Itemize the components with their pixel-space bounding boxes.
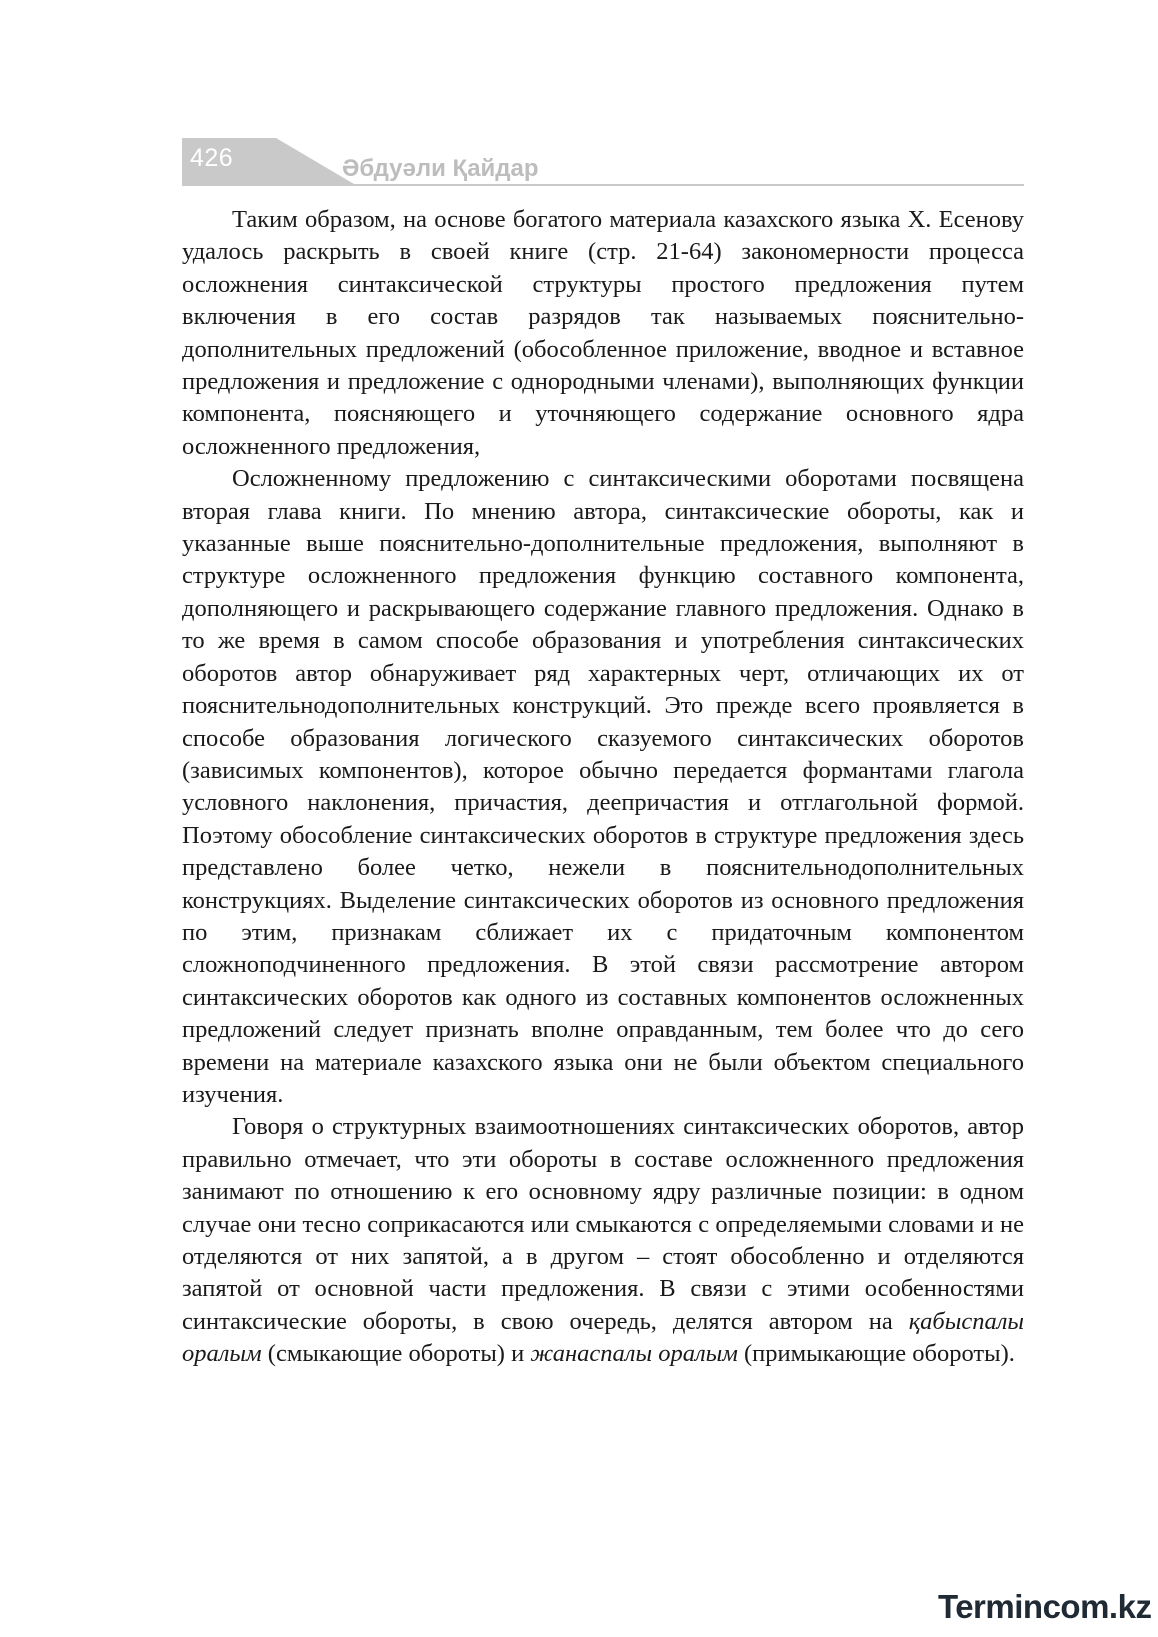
running-head-author: Әбдуәли Қайдар <box>342 155 539 182</box>
paragraph-3-part-3: (примыкающие обороты). <box>737 1340 1015 1368</box>
site-watermark: Termincom.kz <box>938 1588 1152 1625</box>
body-text <box>182 204 1024 1371</box>
paragraph-2: Осложненному предложению с синтаксическими оборотами посвящена вторая глава книги. По мнению автора, синтаксические обороты, как и указанные выше пояснительно-дополнительные предложения, выполняют в структуре осложненного предложения функцию составного компонента, дополняющего и раскрывающего содержание главного предложения. Однако в то же время в самом способе образования и употребления синтаксических оборотов автор обнаруживает ряд характерных черт, отличающих их от пояснительнодополнительных конструкций. Это прежде всего проявляется в способе образования логического сказуемого синтаксических оборотов (зависимых компонентов), которое обычно передается формантами глагола условного наклонения, причастия, деепричастия и отглагольной формой. Поэтому обособление синтаксических оборотов в структуре предложения здесь представлено более четко, нежели в пояснительнодополнительных конструкциях. Выделение синтаксических оборотов из основного предложения по этим, признакам сближает их с придаточным компонентом сложноподчиненного предложения. В этой связи рассмотрение автором синтаксических оборотов как одного из составных компонентов осложненных предложений следует признать вполне оправданным, тем более что до сего времени на материале казахского языка они не были объектом специального изучения. <box>182 465 1024 1108</box>
paragraph-3-part-1: Говоря о структурных взаимоотношениях синтаксических оборотов, автор правильно отмечает, что эти обороты в составе осложненного предложения занимают по отношению к его основному ядру различные позиции: в одном случае они тесно соприкасаются или смыкаются с определяемыми словами и не отделяются от них запятой, а в другом – стоят обособленно и отделяются запятой от основной части предложения. В связи с этими особенностями синтаксические обороты, в свою очередь, делятся автором на <box>182 1113 1024 1335</box>
page-number: 426 <box>190 144 234 172</box>
paragraph-1: Таким образом, на основе богатого материала казахского языка Х. Есенову удалось раскрыть в своей книге (стр. 21-64) закономерности процесса осложнения синтаксической структуры простого предложения путем включения в его состав разрядов так называемых пояснительно-дополнительных предложений (обособленное приложение, вводное и вставное предложения и предложение с однородными членами), выполняющих функции компонента, поясняющего и уточняющего содержание основного ядра осложненного предложения, <box>182 206 1024 460</box>
term-zhanaspaly-oralym: жанаспалы оралым <box>530 1340 738 1368</box>
paragraph-3 <box>182 1111 1024 1370</box>
page-number-tab <box>182 138 276 184</box>
paragraph-3-part-2: (смыкающие обороты) и <box>261 1340 531 1368</box>
term-kabyspaly-oralym: қабыспалы оралым <box>182 1307 1024 1368</box>
header-rule <box>182 184 1024 186</box>
page-header <box>182 138 1024 186</box>
